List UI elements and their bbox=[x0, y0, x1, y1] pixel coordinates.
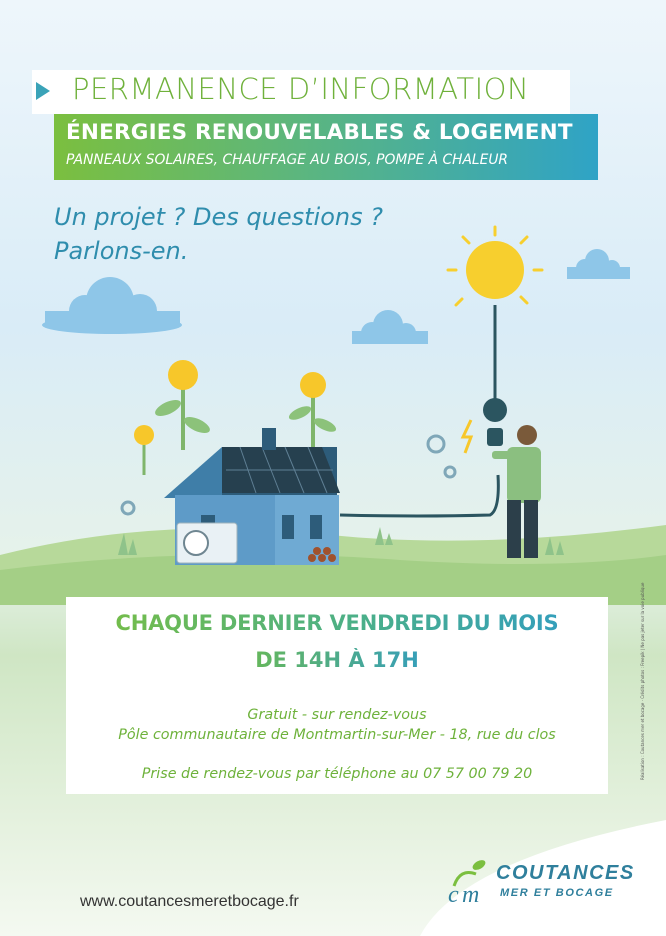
band-subtitle: PANNEAUX SOLAIRES, CHAUFFAGE AU BOIS, POMPE À CHALEUR bbox=[66, 152, 508, 168]
credit-text: Réalisation : Coutances mer et bocage · Crédits photos : Freepik | Ne pas jeter sur la voie publique bbox=[640, 582, 645, 780]
price-text: Gratuit - sur rendez-vous bbox=[247, 707, 427, 723]
tagline-line1: Un projet ? Des questions ? bbox=[54, 203, 383, 231]
website-link[interactable]: www.coutancesmeretbocage.fr bbox=[80, 893, 299, 910]
phone-text: Prise de rendez-vous par téléphone au 07 57 00 79 20 bbox=[141, 766, 533, 782]
svg-text:m: m bbox=[462, 882, 480, 908]
address-text: Pôle communautaire de Montmartin-sur-Mer - 18, rue du clos bbox=[118, 727, 556, 743]
band-title: ÉNERGIES RENOUVELABLES & LOGEMENT bbox=[66, 120, 573, 145]
svg-text:c: c bbox=[448, 882, 459, 908]
energy-illustration bbox=[0, 225, 666, 605]
triangle-icon bbox=[36, 82, 50, 100]
lightning-icon bbox=[463, 420, 471, 453]
sun-icon bbox=[448, 227, 542, 305]
cloud-icon bbox=[42, 277, 182, 334]
schedule-line2: DE 14H À 17H bbox=[66, 648, 608, 672]
cloud-icon bbox=[352, 310, 428, 344]
plug-icon bbox=[483, 398, 507, 446]
logo-name: COUTANCES bbox=[496, 862, 635, 884]
house-icon bbox=[164, 428, 340, 565]
schedule-line1: CHAQUE DERNIER VENDREDI DU MOIS bbox=[66, 611, 608, 635]
cloud-icon bbox=[567, 249, 630, 279]
logo-subtitle: MER ET BOCAGE bbox=[500, 887, 614, 899]
tagline-line2: Parlons-en. bbox=[54, 237, 189, 265]
page-title: PERMANENCE D’INFORMATION bbox=[72, 72, 530, 106]
